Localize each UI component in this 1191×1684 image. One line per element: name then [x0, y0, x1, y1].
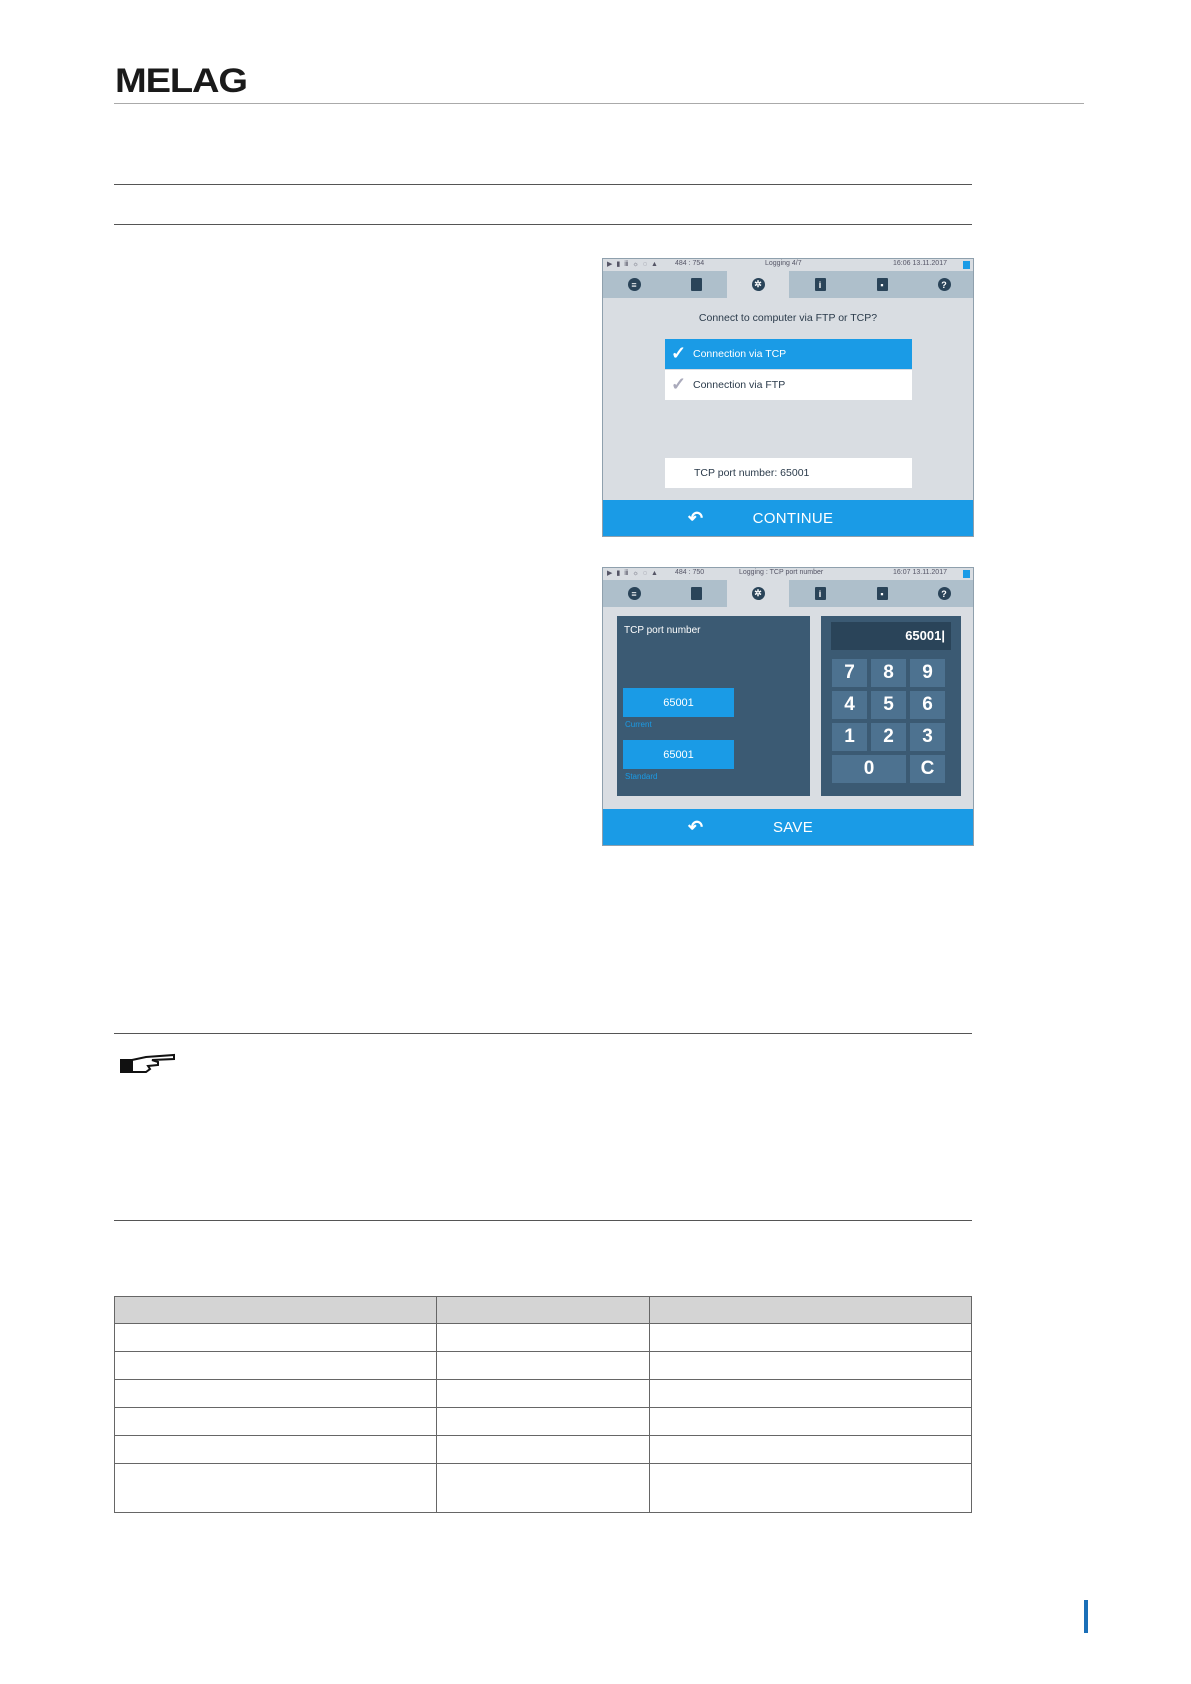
continue-button[interactable] — [603, 500, 973, 536]
option-ftp[interactable] — [665, 370, 912, 400]
pointing-hand-icon — [118, 1052, 178, 1076]
document-icon — [691, 587, 702, 600]
option-label: Connection via TCP — [693, 348, 787, 360]
menu-icon: ≡ — [628, 587, 641, 600]
tab-settings[interactable] — [727, 580, 789, 607]
info-icon: i — [815, 278, 826, 291]
melag-logo: MELAG — [115, 62, 247, 100]
tab-lock[interactable] — [851, 580, 913, 607]
tab-info[interactable] — [789, 271, 851, 298]
screen-connection-type — [602, 258, 974, 537]
key-6[interactable]: 6 — [909, 690, 946, 720]
current-value-button[interactable]: 65001 — [623, 688, 734, 717]
back-arrow-icon: ↶ — [688, 507, 704, 528]
lock-icon: ▪ — [877, 587, 888, 600]
tab-documents[interactable] — [665, 580, 727, 607]
key-2[interactable]: 2 — [870, 722, 907, 752]
status-icons: ▶ ▮ ⅲ ☼ ◌ ▲ — [607, 570, 659, 577]
entry-display[interactable]: 65001| — [831, 622, 951, 650]
tab-bar — [603, 580, 973, 607]
status-indicator — [963, 570, 970, 578]
gear-icon: ✲ — [752, 278, 765, 291]
key-8[interactable]: 8 — [870, 658, 907, 688]
tab-bar — [603, 271, 973, 298]
note-rule-top — [114, 1033, 972, 1034]
key-1[interactable]: 1 — [831, 722, 868, 752]
screen-title: Logging : TCP port number — [739, 569, 824, 576]
status-indicator — [963, 261, 970, 269]
document-icon — [691, 278, 702, 291]
key-clear[interactable]: C — [909, 754, 946, 784]
check-icon: ✓ — [671, 343, 687, 363]
status-bar — [603, 568, 973, 580]
status-bar — [603, 259, 973, 271]
key-7[interactable]: 7 — [831, 658, 868, 688]
tab-help[interactable] — [913, 580, 974, 607]
section-rule-2 — [114, 224, 972, 225]
tab-documents[interactable] — [665, 271, 727, 298]
table-row — [115, 1324, 972, 1352]
tab-menu[interactable] — [603, 271, 665, 298]
key-5[interactable]: 5 — [870, 690, 907, 720]
option-tcp[interactable] — [665, 339, 912, 369]
lock-icon: ▪ — [877, 278, 888, 291]
status-icons: ▶ ▮ ⅲ ☼ ◌ ▲ — [607, 261, 659, 268]
help-icon: ? — [938, 278, 951, 291]
table-row — [115, 1436, 972, 1464]
datetime: 16:07 13.11.2017 — [893, 569, 947, 576]
key-9[interactable]: 9 — [909, 658, 946, 688]
standard-value-button[interactable]: 65001 — [623, 740, 734, 769]
tab-lock[interactable] — [851, 271, 913, 298]
screen-tcp-port — [602, 567, 974, 846]
question-text: Connect to computer via FTP or TCP? — [698, 312, 878, 324]
help-icon: ? — [938, 587, 951, 600]
tab-info[interactable] — [789, 580, 851, 607]
gear-icon: ✲ — [752, 587, 765, 600]
back-arrow-icon: ↶ — [688, 816, 704, 837]
check-icon: ✓ — [671, 374, 687, 394]
table-header-row — [115, 1297, 972, 1324]
table-row — [115, 1380, 972, 1408]
panel-title: TCP port number — [624, 625, 701, 636]
port-values-panel — [617, 616, 810, 796]
menu-icon: ≡ — [628, 278, 641, 291]
numeric-keypad — [821, 616, 961, 796]
tcp-port-field[interactable]: TCP port number: 65001 — [665, 458, 912, 488]
cycle-counter: 484 : 750 — [675, 569, 705, 576]
key-3[interactable]: 3 — [909, 722, 946, 752]
cycle-counter: 484 : 754 — [675, 260, 705, 267]
header-rule — [114, 103, 1084, 104]
datetime: 16:06 13.11.2017 — [893, 260, 947, 267]
standard-label: Standard — [625, 772, 658, 781]
data-table — [114, 1296, 972, 1513]
tab-help[interactable] — [913, 271, 974, 298]
save-button[interactable] — [603, 809, 973, 845]
table-row — [115, 1464, 972, 1513]
note-rule-bottom — [114, 1220, 972, 1221]
option-label: Connection via FTP — [693, 379, 786, 391]
continue-label: CONTINUE — [752, 509, 834, 527]
tab-menu[interactable] — [603, 580, 665, 607]
screen-title: Logging 4/7 — [765, 260, 802, 267]
current-label: Current — [625, 720, 652, 729]
section-rule-1 — [114, 184, 972, 185]
save-label: SAVE — [772, 818, 814, 836]
info-icon: i — [815, 587, 826, 600]
page-marker — [1084, 1600, 1088, 1633]
key-0[interactable]: 0 — [831, 754, 907, 784]
key-4[interactable]: 4 — [831, 690, 868, 720]
table-row — [115, 1352, 972, 1380]
tab-settings[interactable] — [727, 271, 789, 298]
table-row — [115, 1408, 972, 1436]
